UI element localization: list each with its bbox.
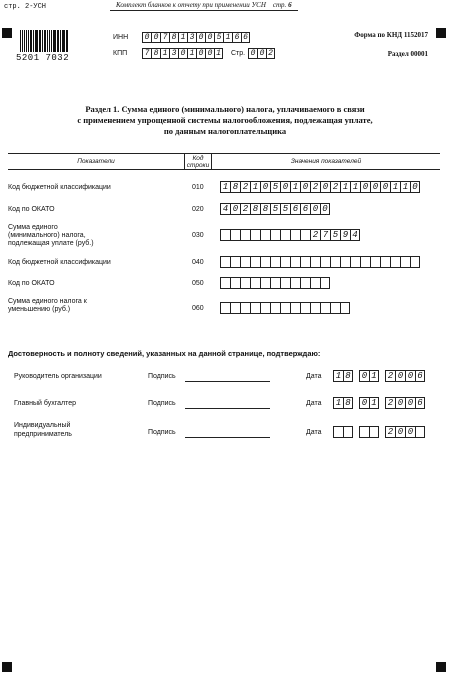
- char-cell[interactable]: 5: [270, 181, 280, 193]
- char-cell[interactable]: 0: [360, 181, 370, 193]
- char-cell[interactable]: 5: [214, 32, 223, 43]
- char-cell[interactable]: [220, 229, 230, 241]
- confirmation-heading: Достоверность и полноту сведений, указанных на данной странице, подтверждаю:: [8, 349, 321, 358]
- char-cell[interactable]: [400, 256, 410, 268]
- char-cell[interactable]: [260, 229, 270, 241]
- char-cell[interactable]: 5: [270, 203, 280, 215]
- barcode-number: 5201 7032: [16, 53, 70, 63]
- form-code: Форма по КНД 1152017: [354, 31, 428, 39]
- barcode-bar: [40, 30, 41, 52]
- char-cell[interactable]: 0: [370, 181, 380, 193]
- char-cell[interactable]: 0: [196, 32, 205, 43]
- row-cells-050[interactable]: [220, 277, 330, 289]
- signer-role: Индивидуальный предприниматель: [14, 422, 72, 438]
- date-label: Дата: [306, 400, 322, 407]
- char-cell[interactable]: 1: [160, 48, 169, 59]
- char-cell[interactable]: 0: [405, 370, 415, 382]
- char-cell[interactable]: 7: [142, 48, 151, 59]
- row-label-050: Код по ОКАТО: [8, 280, 55, 287]
- char-cell[interactable]: [240, 229, 250, 241]
- date-field[interactable]: [333, 426, 425, 438]
- char-cell[interactable]: 8: [230, 181, 240, 193]
- char-cell[interactable]: 0: [395, 370, 405, 382]
- page-code: стр. 2-УСН: [4, 3, 47, 11]
- char-cell[interactable]: [360, 256, 370, 268]
- char-cell[interactable]: [260, 302, 270, 314]
- barcode-bar: [57, 30, 58, 52]
- date-month[interactable]: [359, 426, 379, 438]
- col-code: Код строки: [186, 154, 210, 169]
- char-cell[interactable]: [330, 256, 340, 268]
- date-year[interactable]: [385, 397, 425, 409]
- date-day[interactable]: [333, 370, 353, 382]
- signer-role: Главный бухгалтер: [14, 400, 76, 407]
- barcode-bar: [42, 30, 43, 52]
- char-cell[interactable]: [250, 277, 260, 289]
- char-cell[interactable]: 1: [390, 181, 400, 193]
- char-cell[interactable]: [290, 256, 300, 268]
- corner-marker-bottom-left: [2, 662, 12, 672]
- date-month[interactable]: [359, 370, 379, 382]
- char-cell[interactable]: [290, 302, 300, 314]
- char-cell[interactable]: [250, 302, 260, 314]
- char-cell[interactable]: [300, 256, 310, 268]
- char-cell[interactable]: 0: [230, 203, 240, 215]
- table-header: [8, 153, 440, 170]
- char-cell[interactable]: 3: [169, 48, 178, 59]
- corner-marker-top-right: [436, 28, 446, 38]
- row-cells-020[interactable]: [220, 203, 330, 215]
- char-cell[interactable]: 0: [205, 48, 214, 59]
- row-label-060: Сумма единого налога к уменьшению (руб.): [8, 298, 87, 313]
- char-cell[interactable]: 2: [385, 370, 395, 382]
- barcode-bar: [33, 30, 34, 52]
- char-cell[interactable]: [250, 256, 260, 268]
- date-year[interactable]: [385, 370, 425, 382]
- signature-label: Подпись: [148, 429, 176, 436]
- char-cell[interactable]: [410, 256, 420, 268]
- barcode-bar: [44, 30, 46, 52]
- strip-title: Комплект бланков к отчету при применении УСН: [116, 1, 266, 9]
- date-month[interactable]: [359, 397, 379, 409]
- char-cell[interactable]: 1: [187, 48, 196, 59]
- barcode-bar: [39, 30, 40, 52]
- date-year[interactable]: [385, 426, 425, 438]
- row-code-040: 040: [192, 259, 204, 266]
- barcode-bar: [54, 30, 55, 52]
- char-cell[interactable]: [340, 302, 350, 314]
- char-cell[interactable]: [415, 426, 425, 438]
- char-cell[interactable]: [310, 302, 320, 314]
- barcode-bar: [60, 30, 61, 52]
- signature-label: Подпись: [148, 373, 176, 380]
- char-cell[interactable]: 0: [395, 426, 405, 438]
- char-cell[interactable]: 2: [385, 397, 395, 409]
- char-cell[interactable]: [280, 302, 290, 314]
- char-cell[interactable]: [290, 277, 300, 289]
- barcode-bar: [62, 30, 64, 52]
- char-cell[interactable]: 0: [205, 32, 214, 43]
- char-cell[interactable]: [333, 426, 343, 438]
- char-cell[interactable]: 6: [290, 203, 300, 215]
- date-field[interactable]: [333, 397, 425, 409]
- date-day[interactable]: [333, 426, 353, 438]
- barcode-bar: [28, 30, 29, 52]
- char-cell[interactable]: 2: [385, 426, 395, 438]
- char-cell[interactable]: 0: [359, 370, 369, 382]
- char-cell[interactable]: [280, 256, 290, 268]
- char-cell[interactable]: [300, 229, 310, 241]
- char-cell[interactable]: [220, 277, 230, 289]
- inn-label: ИНН: [113, 34, 129, 41]
- char-cell[interactable]: [240, 256, 250, 268]
- date-field[interactable]: [333, 370, 425, 382]
- char-cell[interactable]: 1: [333, 370, 343, 382]
- char-cell[interactable]: 0: [260, 181, 270, 193]
- char-cell[interactable]: 7: [320, 229, 330, 241]
- page-number-field[interactable]: [248, 48, 275, 59]
- barcode-bar: [67, 30, 68, 52]
- barcode-bar: [30, 30, 32, 52]
- char-cell[interactable]: 0: [300, 181, 310, 193]
- col-indicators: Показатели: [77, 158, 115, 165]
- char-cell[interactable]: [370, 256, 380, 268]
- row-code-010: 010: [192, 184, 204, 191]
- char-cell[interactable]: 2: [330, 181, 340, 193]
- char-cell[interactable]: [260, 256, 270, 268]
- barcode-bar: [51, 30, 52, 52]
- barcode-bar: [58, 30, 59, 52]
- char-cell[interactable]: [220, 256, 230, 268]
- char-cell[interactable]: [230, 256, 240, 268]
- strip-page-num: 6: [288, 1, 292, 9]
- page-label: Стр.: [231, 50, 246, 57]
- row-label-010: Код бюджетной классификации: [8, 184, 111, 191]
- char-cell[interactable]: [240, 277, 250, 289]
- char-cell[interactable]: [280, 229, 290, 241]
- char-cell[interactable]: 8: [343, 370, 353, 382]
- char-cell[interactable]: 8: [343, 397, 353, 409]
- char-cell[interactable]: 3: [187, 32, 196, 43]
- row-cells-010[interactable]: [220, 181, 420, 193]
- barcode-bar: [20, 30, 21, 52]
- section-code: Раздел 00001: [387, 50, 428, 58]
- char-cell[interactable]: [350, 256, 360, 268]
- char-cell[interactable]: [390, 256, 400, 268]
- char-cell[interactable]: 0: [248, 48, 257, 59]
- char-cell[interactable]: 1: [340, 181, 350, 193]
- row-code-050: 050: [192, 280, 204, 287]
- char-cell[interactable]: 5: [330, 229, 340, 241]
- char-cell[interactable]: 2: [240, 181, 250, 193]
- signature-label: Подпись: [148, 400, 176, 407]
- char-cell[interactable]: 1: [290, 181, 300, 193]
- char-cell[interactable]: 0: [405, 426, 415, 438]
- char-cell[interactable]: [359, 426, 369, 438]
- char-cell[interactable]: [270, 277, 280, 289]
- char-cell[interactable]: 0: [359, 397, 369, 409]
- char-cell[interactable]: 2: [310, 181, 320, 193]
- char-cell[interactable]: 4: [220, 203, 230, 215]
- barcode-bar: [53, 30, 54, 52]
- row-cells-040[interactable]: [220, 256, 420, 268]
- char-cell[interactable]: [230, 302, 240, 314]
- char-cell[interactable]: 1: [223, 32, 232, 43]
- char-cell[interactable]: [250, 229, 260, 241]
- col-values: Значения показателей: [290, 158, 362, 165]
- char-cell[interactable]: [310, 256, 320, 268]
- date-label: Дата: [306, 373, 322, 380]
- char-cell[interactable]: [300, 277, 310, 289]
- char-cell[interactable]: [380, 256, 390, 268]
- barcode-bar: [24, 30, 25, 52]
- char-cell[interactable]: 8: [260, 203, 270, 215]
- strip-page-label: стр.: [272, 1, 287, 9]
- char-cell[interactable]: 7: [160, 32, 169, 43]
- barcode-bar: [47, 30, 48, 52]
- row-label-020: Код по ОКАТО: [8, 206, 55, 213]
- section-title: [30, 104, 420, 137]
- barcode-bar: [35, 30, 36, 52]
- char-cell[interactable]: [290, 229, 300, 241]
- char-cell[interactable]: 0: [320, 203, 330, 215]
- title-line-1: Раздел 1. Сумма единого (минимального) налога, уплачиваемого в связи: [85, 104, 365, 114]
- char-cell[interactable]: [343, 426, 353, 438]
- char-cell[interactable]: 6: [415, 397, 425, 409]
- title-line-3: по данным налогоплательщика: [163, 126, 287, 136]
- char-cell[interactable]: 4: [350, 229, 360, 241]
- char-cell[interactable]: 0: [151, 32, 160, 43]
- barcode: [20, 30, 68, 52]
- char-cell[interactable]: 0: [310, 203, 320, 215]
- char-cell[interactable]: 2: [266, 48, 275, 59]
- char-cell[interactable]: 0: [405, 397, 415, 409]
- row-label-040: Код бюджетной классификации: [8, 259, 111, 266]
- signature-line[interactable]: [185, 437, 270, 438]
- char-cell[interactable]: [280, 277, 290, 289]
- row-code-060: 060: [192, 305, 204, 312]
- title-line-2: с применением упрощенной системы налогообложения, подлежащая уплате,: [77, 115, 373, 125]
- char-cell[interactable]: 1: [400, 181, 410, 193]
- char-cell[interactable]: [230, 277, 240, 289]
- row-cells-060[interactable]: [220, 302, 350, 314]
- char-cell[interactable]: 6: [241, 32, 250, 43]
- char-cell[interactable]: 1: [214, 48, 223, 59]
- char-cell[interactable]: [320, 256, 330, 268]
- row-code-020: 020: [192, 206, 204, 213]
- char-cell[interactable]: 1: [220, 181, 230, 193]
- signature-line[interactable]: [185, 408, 270, 409]
- signature-line[interactable]: [185, 381, 270, 382]
- date-label: Дата: [306, 429, 322, 436]
- char-cell[interactable]: [270, 302, 280, 314]
- row-code-030: 030: [192, 232, 204, 239]
- barcode-bar: [49, 30, 50, 52]
- char-cell[interactable]: 6: [415, 370, 425, 382]
- char-cell[interactable]: 1: [350, 181, 360, 193]
- char-cell[interactable]: 2: [240, 203, 250, 215]
- char-cell[interactable]: 0: [142, 32, 151, 43]
- barcode-bar: [26, 30, 27, 52]
- char-cell[interactable]: 6: [232, 32, 241, 43]
- char-cell[interactable]: 1: [333, 397, 343, 409]
- char-cell[interactable]: 0: [178, 48, 187, 59]
- date-day[interactable]: [333, 397, 353, 409]
- char-cell[interactable]: 6: [300, 203, 310, 215]
- char-cell[interactable]: 8: [151, 48, 160, 59]
- corner-marker-top-left: [2, 28, 12, 38]
- char-cell[interactable]: 0: [257, 48, 266, 59]
- char-cell[interactable]: 5: [280, 203, 290, 215]
- char-cell[interactable]: 8: [169, 32, 178, 43]
- char-cell[interactable]: 9: [340, 229, 350, 241]
- char-cell[interactable]: 0: [320, 181, 330, 193]
- char-cell[interactable]: [369, 426, 379, 438]
- char-cell[interactable]: [310, 277, 320, 289]
- barcode-bar: [36, 30, 37, 52]
- row-cells-030[interactable]: [220, 229, 360, 241]
- char-cell[interactable]: 2: [310, 229, 320, 241]
- char-cell[interactable]: 0: [410, 181, 420, 193]
- barcode-bar: [22, 30, 23, 52]
- kpp-field[interactable]: [142, 48, 223, 59]
- char-cell[interactable]: [330, 302, 340, 314]
- char-cell[interactable]: 1: [178, 32, 187, 43]
- char-cell[interactable]: 1: [369, 397, 379, 409]
- inn-field[interactable]: [142, 32, 250, 43]
- char-cell[interactable]: 1: [250, 181, 260, 193]
- signer-role: Руководитель организации: [14, 373, 102, 380]
- kpp-label: КПП: [113, 50, 128, 57]
- char-cell[interactable]: [340, 256, 350, 268]
- row-label-030: Сумма единого (минимального) налога, подлежащая уплате (руб.): [8, 224, 94, 247]
- char-cell[interactable]: [320, 302, 330, 314]
- char-cell[interactable]: 8: [250, 203, 260, 215]
- char-cell[interactable]: 0: [380, 181, 390, 193]
- char-cell[interactable]: [320, 277, 330, 289]
- char-cell[interactable]: 0: [280, 181, 290, 193]
- char-cell[interactable]: 0: [196, 48, 205, 59]
- char-cell[interactable]: 1: [369, 370, 379, 382]
- char-cell[interactable]: [240, 302, 250, 314]
- char-cell[interactable]: [220, 302, 230, 314]
- char-cell[interactable]: [260, 277, 270, 289]
- strip-text: [110, 1, 298, 11]
- char-cell[interactable]: [300, 302, 310, 314]
- barcode-bar: [66, 30, 67, 52]
- char-cell[interactable]: [270, 256, 280, 268]
- char-cell[interactable]: [230, 229, 240, 241]
- corner-marker-bottom-right: [436, 662, 446, 672]
- char-cell[interactable]: 0: [395, 397, 405, 409]
- char-cell[interactable]: [270, 229, 280, 241]
